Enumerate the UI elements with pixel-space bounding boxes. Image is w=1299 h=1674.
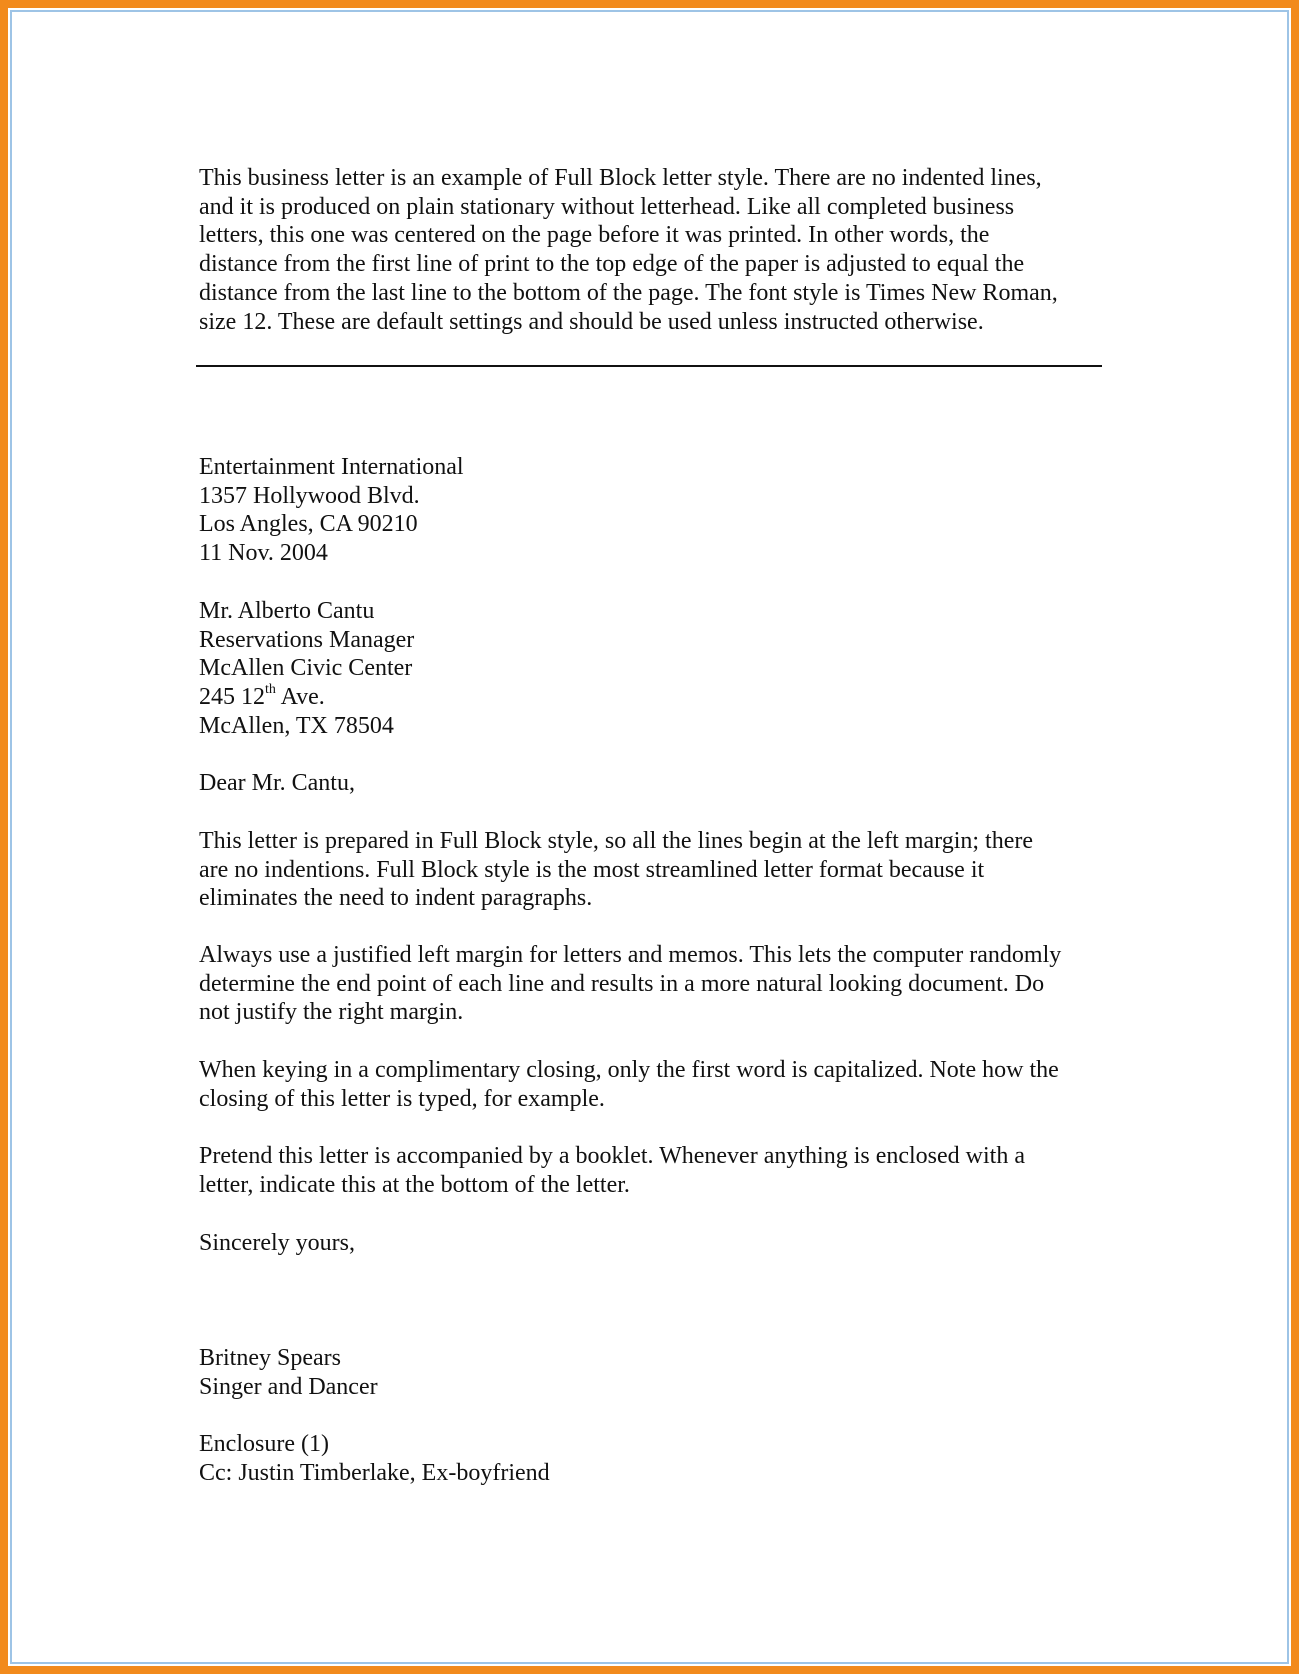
intro-line: distance from the first line of print to the top edge of the paper is adjusted to equal the bbox=[199, 251, 1025, 278]
recipient-street-number: 245 12 bbox=[199, 684, 265, 711]
signer-title: Singer and Dancer bbox=[199, 1373, 378, 1400]
intro-line: and it is produced on plain stationary without letterhead. Like all completed business bbox=[199, 193, 1015, 220]
recipient-name: Mr. Alberto Cantu bbox=[199, 598, 375, 624]
paragraph-line: This letter is prepared in Full Block style, so all the lines begin at the left margin; there bbox=[199, 828, 1034, 854]
body-paragraph-3 bbox=[199, 1056, 1109, 1113]
paragraph-line: closing of this letter is typed, for example. bbox=[199, 1085, 605, 1112]
body-paragraph-2 bbox=[199, 941, 1109, 1027]
intro-line: letters, this one was centered on the page before it was printed. In other words, the bbox=[199, 222, 990, 249]
sender-street: 1357 Hollywood Blvd. bbox=[199, 482, 420, 509]
divider-line bbox=[196, 365, 1102, 367]
signature-block bbox=[199, 1344, 1109, 1401]
intro-line: size 12. These are default settings and should be used unless instructed otherwise. bbox=[199, 308, 984, 335]
closing-text: Sincerely yours, bbox=[199, 1230, 355, 1256]
enclosure-notation: Enclosure (1) bbox=[199, 1431, 329, 1457]
cc-notation: Cc: Justin Timberlake, Ex-boyfriend bbox=[199, 1459, 550, 1486]
body-paragraph-4 bbox=[199, 1142, 1109, 1199]
salutation-text: Dear Mr. Cantu, bbox=[199, 770, 355, 796]
recipient-address bbox=[199, 597, 1109, 741]
salutation bbox=[199, 769, 1109, 798]
enclosure-block bbox=[199, 1430, 1109, 1487]
paragraph-line: are no indentions. Full Block style is the most streamlined letter format because it bbox=[199, 856, 985, 883]
recipient-street bbox=[199, 683, 1109, 712]
sender-address bbox=[199, 453, 1109, 568]
paragraph-line: eliminates the need to indent paragraphs. bbox=[199, 885, 593, 912]
paragraph-line: Pretend this letter is accompanied by a booklet. Whenever anything is enclosed with a bbox=[199, 1143, 1025, 1169]
letter-date: 11 Nov. 2004 bbox=[199, 540, 328, 567]
recipient-street-name: Ave. bbox=[275, 684, 325, 711]
intro-line: This business letter is an example of Full Block letter style. There are no indented lines, bbox=[199, 165, 1042, 191]
paragraph-line: When keying in a complimentary closing, only the first word is capitalized. Note how the bbox=[199, 1057, 1059, 1083]
paragraph-line: Always use a justified left margin for letters and memos. This lets the computer randomly bbox=[199, 942, 1062, 968]
signer-name: Britney Spears bbox=[199, 1345, 341, 1371]
recipient-city: McAllen, TX 78504 bbox=[199, 712, 394, 739]
paragraph-line: not justify the right margin. bbox=[199, 999, 464, 1026]
complimentary-closing bbox=[199, 1229, 1109, 1258]
recipient-organization: McAllen Civic Center bbox=[199, 655, 413, 682]
sender-city: Los Angles, CA 90210 bbox=[199, 511, 418, 538]
intro-line: distance from the last line to the bottom of the page. The font style is Times New Roman, bbox=[199, 279, 1058, 306]
paragraph-line: letter, indicate this at the bottom of the letter. bbox=[199, 1171, 630, 1198]
body-paragraph-1 bbox=[199, 827, 1109, 913]
recipient-title: Reservations Manager bbox=[199, 626, 415, 653]
recipient-street-ordinal: th bbox=[265, 682, 276, 698]
sender-company: Entertainment International bbox=[199, 454, 464, 480]
intro-paragraph bbox=[199, 164, 1109, 336]
paragraph-line: determine the end point of each line and results in a more natural looking document. Do bbox=[199, 970, 1045, 997]
